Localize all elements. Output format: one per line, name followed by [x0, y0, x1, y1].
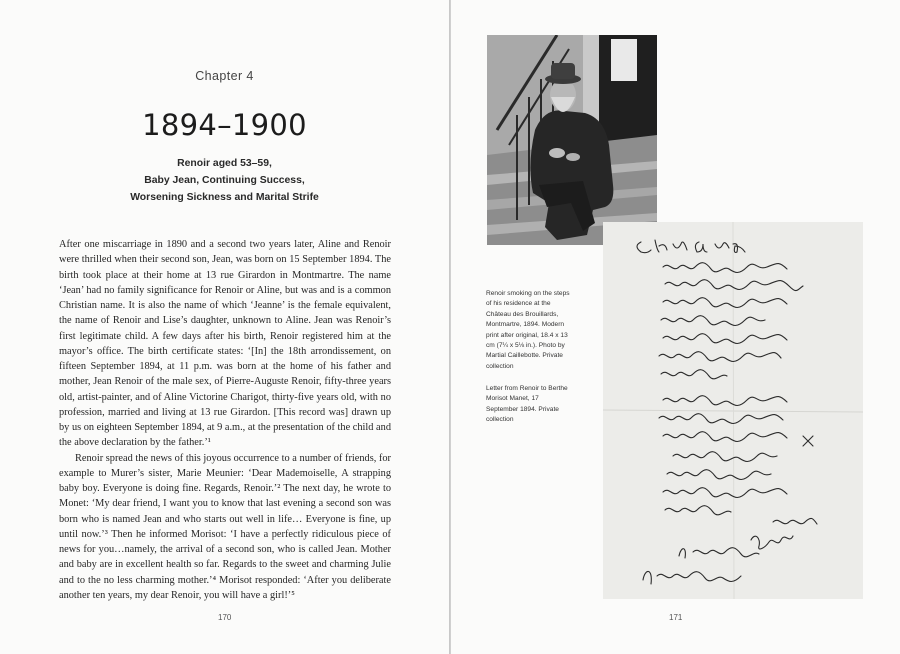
- letter-caption: Letter from Renoir to Berthe Morisot Manet, 17 September 1894. Private collection: [486, 385, 568, 424]
- body-text: [59, 237, 391, 603]
- photo-caption: Renoir smoking on the steps of his residence at the Château des Brouillards, Montmartre, 1894. Modern print after original, 18.4 x 13 cm (7¼ x 5⅛ in.). Photo by Martial Caillebotte. Private collection: [486, 290, 570, 370]
- chapter-subtitle: [0, 155, 449, 206]
- page-number-left: 170: [218, 613, 232, 622]
- subtitle-line: Baby Jean, Continuing Success,: [144, 175, 305, 186]
- page-number-right: 171: [669, 613, 683, 622]
- chapter-title: 1894–1900: [142, 108, 307, 142]
- subtitle-line: Worsening Sickness and Marital Strife: [130, 192, 319, 203]
- left-page: [0, 0, 449, 654]
- subtitle-line: Renoir aged 53–59,: [177, 158, 272, 169]
- right-page: [451, 0, 900, 654]
- paragraph: After one miscarriage in 1890 and a second two years later, Aline and Renoir were thrilled when their second son, Jean, was born on 15 September 1894. The birth took place at their home at 13 rue Girardon in Montmartre. The name ‘Jean’ had no family significance for Renoir or Aline, but was and is a common Christian name. It is also the name of which ‘Jeanne’ is the female equivalent, the name of Renoir and Lise’s daughter, unknown to Aline. Jean was Renoir’s first legitimate child. A few days after his birth, Renoir registered him at the mayor’s office. The birth certificate states: ‘[In] the 18th arrondissement, on fifteen September 1894, at 11 p.m. was born at the home of his father and mother, Jean Renoir of the male sex, of Pierre-Auguste Renoir, fifty-three years old, artist-painter, and of Aline Victorine Charigot, thirty-five years old, with no profession, married and living at 13 rue Girardon. [This record was] drawn up by us on eighteen September 1894, at 9 a.m., at the presentation of the child and the above declaration by the father.’¹: [59, 239, 391, 449]
- chapter-label: Chapter 4: [195, 69, 254, 83]
- renoir-photograph: [487, 35, 657, 245]
- handwritten-letter: [603, 222, 863, 599]
- letter-image: [603, 222, 863, 599]
- photograph-image: [487, 35, 657, 245]
- paragraph: Renoir spread the news of this joyous occurrence to a number of friends, for example to Murer’s sister, Marie Meunier: ‘Dear Mademoiselle, A strapping baby boy. Everyone is doing fine. Regards, Renoir.’² The next day, he wrote to Monet: ‘My dear friend, I want you to know that last evening a second son was born who is named Jean and who starts out well in life… Everyone is fine, up until now.’³ Then he informed Morisot: ‘I have a perfectly ridiculous piece of news for you…namely, the arrival of a second son, who is called Jean. Mother and baby are in excellent health so far. Regards to the sweet and charming Julie and to the no less charming mother.’⁴ Morisot responded: ‘After you deliberate another ten years, my dear Renoir, you will have a girl!’⁵: [59, 452, 391, 601]
